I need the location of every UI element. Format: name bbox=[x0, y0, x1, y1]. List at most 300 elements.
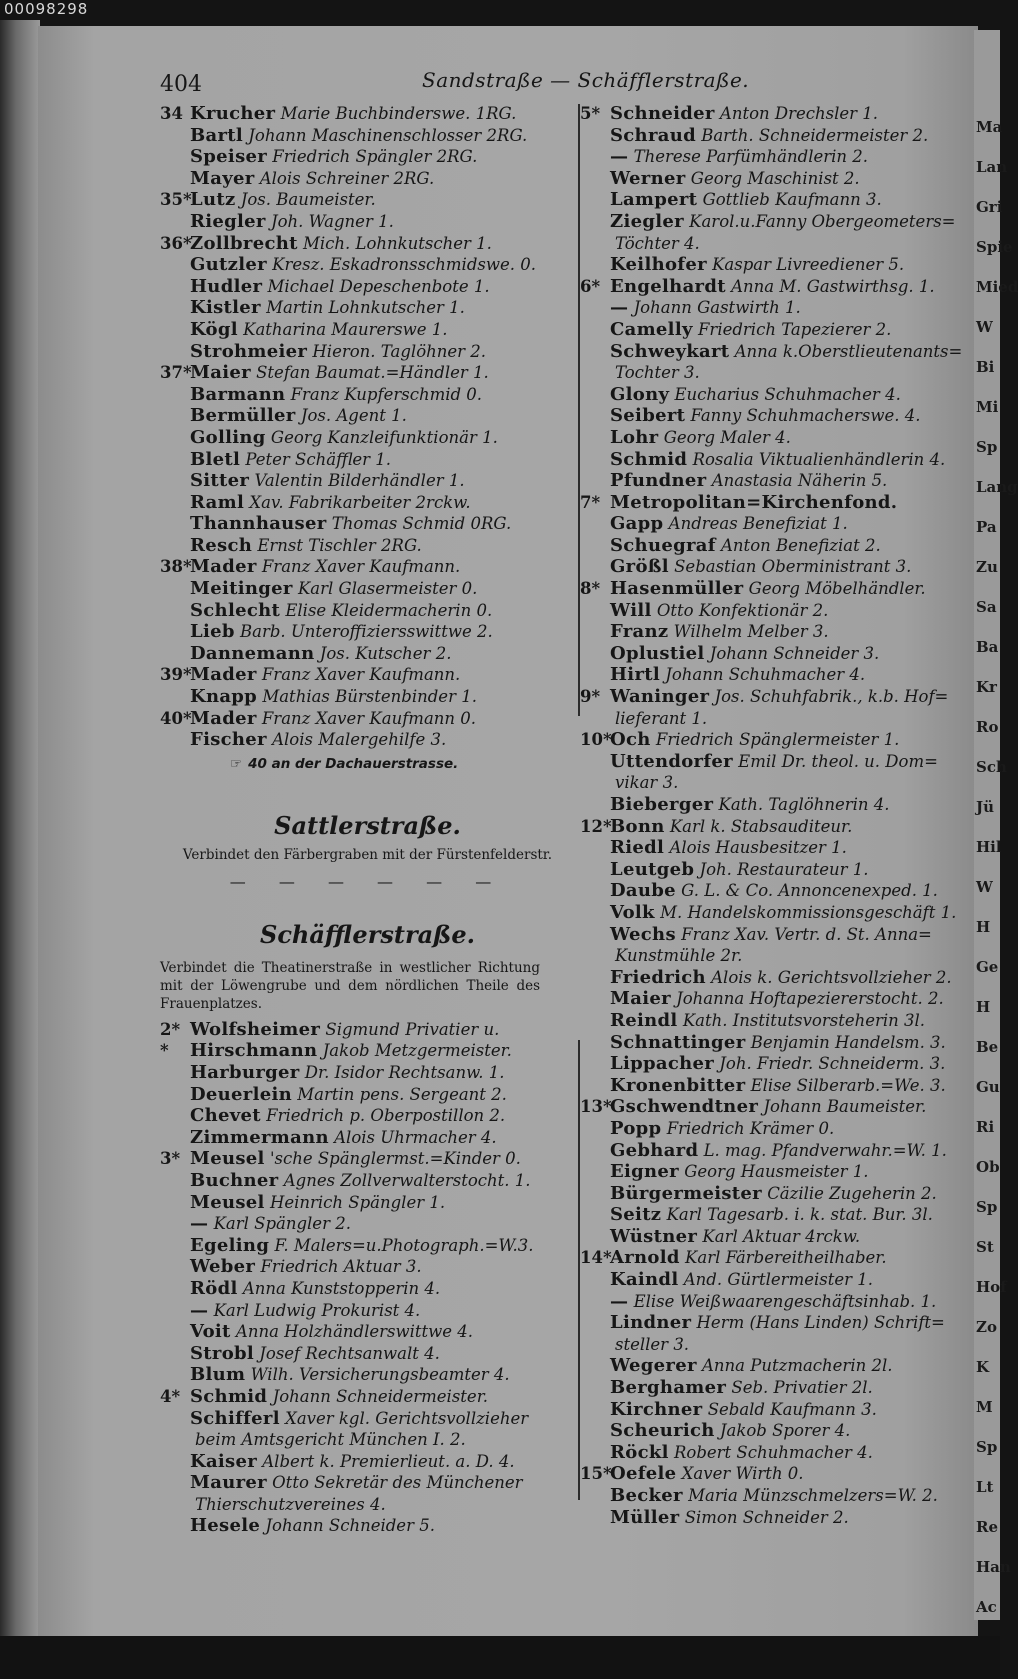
resident-details: Joh. Wagner 1. bbox=[270, 211, 394, 231]
resident-details: Xaver Wirth 0. bbox=[681, 1464, 804, 1484]
resident-details: Stefan Baumat.=Händler 1. bbox=[256, 363, 489, 383]
resident-name: Bartl bbox=[190, 124, 244, 146]
resident-details: Jos. Baumeister. bbox=[240, 190, 376, 210]
directory-entry bbox=[580, 578, 960, 600]
resident-details: Michael Depeschenbote 1. bbox=[267, 276, 490, 296]
resident-name: Raml bbox=[190, 491, 245, 513]
resident-details: Marie Buchbinderswe. 1RG. bbox=[280, 104, 517, 123]
resident-name: Meusel bbox=[190, 1191, 265, 1213]
adjacent-page-fragment: Hil bbox=[976, 838, 1002, 856]
entry-continuation: Kunstmühle 2r. bbox=[615, 946, 743, 966]
resident-name: Voit bbox=[190, 1321, 231, 1343]
resident-details: Xaver kgl. Gerichtsvollzieher bbox=[285, 1408, 529, 1428]
adjacent-page-fragment: Gu bbox=[976, 1078, 1000, 1096]
resident-details: Maria Münzschmelzers=W. 2. bbox=[688, 1486, 938, 1505]
directory-entry bbox=[160, 535, 575, 557]
resident-details: Herm (Hans Linden) Schrift= bbox=[696, 1313, 945, 1333]
directory-entry bbox=[160, 1364, 575, 1386]
resident-name: Waninger bbox=[610, 686, 710, 708]
schaefflerstrasse-list bbox=[160, 1019, 575, 1537]
directory-entry bbox=[580, 600, 960, 622]
directory-entry bbox=[160, 1040, 575, 1062]
directory-entry bbox=[160, 341, 575, 363]
directory-entry bbox=[580, 1226, 960, 1248]
directory-entry bbox=[160, 103, 575, 125]
scan-background bbox=[0, 1636, 1000, 1679]
resident-name: Speiser bbox=[190, 146, 268, 168]
house-number: 38* bbox=[160, 557, 192, 577]
resident-name: Keilhofer bbox=[610, 254, 707, 276]
resident-name: Schraud bbox=[610, 124, 696, 146]
adjacent-page-fragment: Ac bbox=[976, 1598, 997, 1616]
resident-details: Karl Glasermeister 0. bbox=[297, 579, 478, 599]
directory-entry bbox=[580, 340, 963, 363]
directory-entry bbox=[580, 859, 960, 881]
directory-entry bbox=[160, 686, 575, 708]
directory-entry bbox=[160, 708, 575, 730]
directory-entry bbox=[580, 1269, 960, 1291]
resident-details: Karl k. Stabsauditeur. bbox=[669, 816, 853, 836]
resident-details: Anna k.Oberstlieutenants= bbox=[734, 341, 963, 361]
directory-entry bbox=[160, 405, 575, 427]
resident-details: Karl Ludwig Prokurist 4. bbox=[213, 1300, 421, 1320]
resident-details: Gottlieb Kaufmann 3. bbox=[702, 190, 882, 210]
directory-entry bbox=[160, 427, 575, 449]
resident-name: Mayer bbox=[190, 167, 255, 189]
directory-entry bbox=[160, 643, 575, 665]
resident-details: Jakob Sporer 4. bbox=[719, 1421, 851, 1441]
entry-continuation: steller 3. bbox=[615, 1334, 690, 1354]
resident-name: Sitter bbox=[190, 470, 250, 492]
scan-id: 00098298 bbox=[4, 0, 89, 18]
left-column bbox=[160, 103, 575, 1537]
adjacent-page-fragment: Lang bbox=[976, 478, 1018, 496]
directory-entry bbox=[580, 470, 960, 492]
resident-details: Hieron. Taglöhner 2. bbox=[312, 341, 487, 361]
house-number: 10* bbox=[580, 730, 612, 750]
resident-details: Kresz. Eskadronsschmidswe. 0. bbox=[272, 255, 536, 275]
resident-details: Cäzilie Zugeherin 2. bbox=[767, 1183, 937, 1203]
directory-entry bbox=[160, 1429, 575, 1451]
resident-details: Sebald Kaufmann 3. bbox=[707, 1399, 877, 1419]
directory-entry bbox=[160, 600, 575, 622]
resident-name: Daube bbox=[610, 880, 676, 902]
resident-details: Johann Schneider 3. bbox=[709, 643, 880, 663]
directory-entry bbox=[580, 1118, 960, 1140]
directory-entry bbox=[580, 405, 960, 427]
directory-entry bbox=[160, 362, 575, 384]
directory-entry bbox=[580, 729, 960, 751]
resident-name: Lindner bbox=[610, 1312, 692, 1334]
adjacent-page-fragment: Zo bbox=[976, 1318, 997, 1336]
entry-continuation: beim Amtsgericht München I. 2. bbox=[195, 1430, 466, 1450]
resident-name: — bbox=[610, 146, 629, 168]
house-number: 13* bbox=[580, 1097, 612, 1117]
entry-continuation: lieferant 1. bbox=[615, 708, 708, 728]
resident-name: Riedl bbox=[610, 837, 665, 859]
adjacent-page-fragment: Lan bbox=[976, 158, 1008, 176]
resident-details: Peter Schäffler 1. bbox=[245, 449, 391, 469]
resident-details: Joh. Restaurateur 1. bbox=[699, 859, 869, 879]
resident-details: Sigmund Privatier u. bbox=[325, 1019, 500, 1039]
resident-details: Jos. Kutscher 2. bbox=[319, 643, 452, 663]
resident-details: Ernst Tischler 2RG. bbox=[257, 535, 422, 555]
adjacent-page-fragment: Mi bbox=[976, 398, 999, 416]
directory-entry bbox=[160, 729, 575, 751]
resident-name: Lippacher bbox=[610, 1053, 715, 1075]
resident-details: Johann Baumeister. bbox=[763, 1097, 927, 1117]
resident-name: Lutz bbox=[190, 189, 236, 211]
directory-entry bbox=[160, 513, 575, 535]
resident-name: Schneider bbox=[610, 103, 715, 124]
resident-details: Barb. Unteroffiziersswittwe 2. bbox=[239, 622, 493, 642]
resident-name: Volk bbox=[610, 901, 655, 923]
directory-entry bbox=[160, 254, 575, 276]
resident-details: Anastasia Näherin 5. bbox=[711, 471, 888, 491]
resident-name: Kronenbitter bbox=[610, 1074, 746, 1096]
resident-name: Größl bbox=[610, 556, 669, 578]
directory-entry bbox=[580, 621, 960, 643]
directory-entry bbox=[580, 1140, 960, 1162]
adjacent-page-fragment: Ro bbox=[976, 718, 999, 736]
directory-entry bbox=[160, 125, 575, 147]
street-note bbox=[160, 751, 575, 777]
directory-entry bbox=[160, 470, 575, 492]
resident-name: Kögl bbox=[190, 318, 238, 340]
resident-name: — bbox=[610, 1290, 629, 1312]
directory-entry bbox=[160, 556, 575, 578]
directory-entry bbox=[580, 1204, 960, 1226]
resident-name: Egeling bbox=[190, 1234, 270, 1256]
directory-entry bbox=[580, 880, 960, 902]
directory-entry bbox=[160, 1127, 575, 1149]
resident-details: Katharina Maurerswe 1. bbox=[243, 319, 448, 339]
directory-entry bbox=[580, 362, 960, 384]
resident-name: Glony bbox=[610, 383, 670, 405]
resident-details: Agnes Zollverwalterstocht. 1. bbox=[283, 1170, 531, 1190]
resident-details: Dr. Isidor Rechtsanw. 1. bbox=[304, 1063, 505, 1082]
resident-name: Maier bbox=[610, 988, 671, 1010]
resident-name: Mader bbox=[190, 664, 257, 686]
directory-entry bbox=[580, 125, 960, 147]
directory-entry bbox=[160, 233, 575, 255]
entry-continuation: Tochter 3. bbox=[615, 363, 700, 383]
resident-name: — bbox=[190, 1299, 209, 1321]
resident-name: Eigner bbox=[610, 1161, 679, 1183]
directory-entry bbox=[580, 427, 960, 449]
resident-name: Golling bbox=[190, 426, 266, 448]
directory-entry bbox=[580, 1420, 960, 1442]
entry-continuation: Thierschutzvereines 4. bbox=[195, 1494, 386, 1514]
resident-name: Gebhard bbox=[610, 1139, 699, 1161]
resident-details: Friedrich Aktuar 3. bbox=[260, 1257, 422, 1277]
resident-name: Schifferl bbox=[190, 1407, 280, 1429]
entry-continuation: Töchter 4. bbox=[615, 233, 700, 253]
directory-entry bbox=[160, 1256, 575, 1278]
book-spine bbox=[0, 20, 40, 1640]
adjacent-page-fragment: W bbox=[976, 878, 993, 896]
resident-details: Seb. Privatier 2l. bbox=[731, 1378, 873, 1398]
resident-name: Gutzler bbox=[190, 254, 267, 276]
adjacent-page-fragment: Ma bbox=[976, 118, 1003, 136]
resident-details: Martin pens. Sergeant 2. bbox=[297, 1084, 507, 1104]
directory-entry bbox=[580, 556, 960, 578]
resident-name: Deuerlein bbox=[190, 1083, 292, 1105]
adjacent-page-fragment: Re bbox=[976, 1518, 999, 1536]
directory-entry bbox=[580, 643, 960, 665]
directory-entry bbox=[160, 1408, 575, 1430]
adjacent-page-fragment: Mied bbox=[976, 278, 1018, 296]
resident-details: Benjamin Handelsm. 3. bbox=[750, 1032, 946, 1052]
directory-entry bbox=[580, 535, 960, 557]
resident-name: Kirchner bbox=[610, 1398, 703, 1420]
resident-name: Schmid bbox=[190, 1385, 268, 1407]
resident-name: Resch bbox=[190, 534, 253, 556]
resident-details: Simon Schneider 2. bbox=[684, 1507, 849, 1527]
directory-entry bbox=[580, 751, 960, 773]
directory-entry bbox=[580, 1247, 960, 1269]
directory-entry bbox=[580, 1312, 960, 1334]
directory-entry bbox=[580, 1291, 960, 1313]
resident-details: Georg Möbelhändler. bbox=[748, 579, 926, 599]
directory-entry bbox=[160, 664, 575, 686]
resident-details: Mathias Bürstenbinder 1. bbox=[262, 687, 477, 707]
resident-details: Therese Parfümhändlerin 2. bbox=[633, 147, 869, 167]
directory-entry bbox=[160, 1105, 575, 1127]
resident-name: Hirtl bbox=[610, 664, 660, 686]
directory-entry bbox=[580, 686, 960, 708]
resident-details: Johanna Hoftapeziererstocht. 2. bbox=[676, 989, 944, 1009]
resident-name: Lieb bbox=[190, 621, 235, 643]
directory-entry bbox=[160, 211, 575, 233]
resident-name: — bbox=[190, 1213, 209, 1235]
resident-details: Xav. Fabrikarbeiter 2rckw. bbox=[249, 492, 471, 512]
adjacent-page-fragment: H bbox=[976, 918, 991, 936]
adjacent-page-fragment: Sp bbox=[976, 1198, 998, 1216]
resident-name: Schweykart bbox=[610, 340, 730, 362]
resident-details: Friedrich Spängler 2RG. bbox=[272, 147, 478, 167]
directory-entry bbox=[160, 276, 575, 298]
resident-name: Friedrich bbox=[610, 966, 706, 988]
resident-name: Schuegraf bbox=[610, 534, 716, 556]
resident-details: Georg Maler 4. bbox=[663, 427, 791, 447]
house-number: 4* bbox=[160, 1386, 181, 1406]
resident-details: Georg Hausmeister 1. bbox=[684, 1162, 869, 1182]
directory-entry bbox=[160, 1386, 575, 1408]
resident-name: Engelhardt bbox=[610, 275, 726, 297]
resident-name: Zollbrecht bbox=[190, 232, 298, 254]
resident-name: Buchner bbox=[190, 1169, 279, 1191]
adjacent-page-fragment: M bbox=[976, 1398, 993, 1416]
resident-name: Mader bbox=[190, 707, 257, 729]
resident-name: Dannemann bbox=[190, 642, 315, 664]
resident-name: Wegerer bbox=[610, 1355, 697, 1377]
resident-name: Hudler bbox=[190, 275, 263, 297]
resident-details: Anna M. Gastwirthsg. 1. bbox=[731, 276, 935, 296]
resident-details: 'sche Spänglermst.=Kinder 0. bbox=[269, 1149, 521, 1169]
resident-name: Bonn bbox=[610, 815, 665, 837]
directory-entry bbox=[160, 1170, 575, 1192]
resident-name: Schlecht bbox=[190, 599, 281, 621]
directory-entry bbox=[160, 1235, 575, 1257]
section-description: Verbindet den Färbergraben mit der Fürstenfelderstr. bbox=[182, 846, 553, 863]
resident-name: — bbox=[610, 297, 629, 319]
directory-entry bbox=[160, 1062, 575, 1084]
resident-details: Rosalia Viktualienhändlerin 4. bbox=[692, 449, 946, 469]
section-separator: — — — — — — bbox=[229, 871, 506, 891]
resident-name: Schnattinger bbox=[610, 1031, 746, 1053]
resident-details: Franz Xaver Kaufmann. bbox=[261, 665, 461, 685]
resident-details: Andreas Benefiziat 1. bbox=[668, 514, 848, 534]
directory-entry bbox=[580, 492, 960, 514]
adjacent-page-fragment: Sch bbox=[976, 758, 1007, 776]
resident-name: Becker bbox=[610, 1485, 683, 1506]
resident-details: Anton Benefiziat 2. bbox=[721, 535, 881, 555]
resident-details: Kath. Institutsvorsteherin 3l. bbox=[682, 1010, 926, 1030]
resident-name: Barmann bbox=[190, 383, 286, 405]
resident-details: L. mag. Pfandverwahr.=W. 1. bbox=[703, 1140, 947, 1160]
directory-entry bbox=[580, 254, 960, 276]
resident-details: Valentin Bilderhändler 1. bbox=[254, 471, 465, 491]
resident-details: Emil Dr. theol. u. Dom= bbox=[738, 751, 938, 771]
resident-details: M. Handelskommissionsgeschäft 1. bbox=[660, 902, 957, 922]
directory-entry bbox=[580, 189, 960, 211]
directory-entry bbox=[160, 1192, 575, 1214]
directory-entry bbox=[160, 1278, 575, 1300]
directory-entry bbox=[580, 297, 960, 319]
resident-details: Friedrich Krämer 0. bbox=[666, 1118, 835, 1138]
directory-entry bbox=[160, 1084, 575, 1106]
resident-details: Kaspar Livreediener 5. bbox=[712, 255, 905, 275]
sandstrasse-list bbox=[160, 103, 575, 751]
resident-name: Meusel bbox=[190, 1148, 265, 1170]
house-number: 9* bbox=[580, 687, 601, 707]
resident-name: Camelly bbox=[610, 318, 693, 340]
adjacent-page-fragment: Spie bbox=[976, 238, 1013, 256]
directory-entry bbox=[160, 621, 575, 643]
resident-name: Franz bbox=[610, 621, 669, 643]
directory-entry bbox=[580, 103, 960, 125]
resident-name: Strobl bbox=[190, 1342, 255, 1364]
resident-details: Fanny Schuhmacherswe. 4. bbox=[690, 406, 921, 426]
directory-entry bbox=[580, 1075, 960, 1097]
house-number: 2* bbox=[160, 1019, 181, 1039]
directory-entry bbox=[160, 1019, 575, 1041]
directory-entry bbox=[580, 1377, 960, 1399]
resident-details: Karl Aktuar 4rckw. bbox=[702, 1226, 861, 1246]
resident-name: Riegler bbox=[190, 210, 266, 232]
resident-name: Werner bbox=[610, 167, 686, 189]
resident-details: Mich. Lohnkutscher 1. bbox=[302, 233, 492, 253]
resident-details: Friedrich Spänglermeister 1. bbox=[655, 730, 900, 750]
page-number: 404 bbox=[160, 72, 202, 97]
resident-name: Wüstner bbox=[610, 1225, 698, 1247]
resident-name: Thannhauser bbox=[190, 513, 327, 535]
resident-name: Uttendorfer bbox=[610, 750, 733, 772]
resident-details: Anna Kunststopperin 4. bbox=[242, 1278, 441, 1298]
adjacent-page-fragment: Sp bbox=[976, 1438, 998, 1456]
resident-name: Hirschmann bbox=[190, 1040, 318, 1062]
section-description: Verbindet die Theatinerstraße in westlicher Richtung mit der Löwengrube und dem nördlichen Theile des Frauenplatzes. bbox=[160, 959, 540, 1012]
directory-entry bbox=[160, 449, 575, 471]
resident-name: Oplustiel bbox=[610, 642, 705, 664]
directory-entry bbox=[580, 1442, 960, 1464]
resident-name: Zimmermann bbox=[190, 1126, 329, 1148]
house-number: 7* bbox=[580, 492, 601, 512]
resident-details: Eucharius Schuhmacher 4. bbox=[674, 384, 901, 404]
resident-name: Schmid bbox=[610, 448, 688, 470]
resident-name: Leutgeb bbox=[610, 858, 695, 880]
resident-details: Karl Färbereitheilhaber. bbox=[685, 1248, 887, 1268]
resident-details: Jos. Schuhfabrik., k.b. Hof= bbox=[714, 687, 949, 707]
directory-entry bbox=[580, 1399, 960, 1421]
resident-details: Alois Uhrmacher 4. bbox=[334, 1127, 497, 1147]
adjacent-page-fragment: Ri bbox=[976, 1118, 995, 1136]
resident-name: Will bbox=[610, 599, 652, 621]
directory-entry bbox=[160, 146, 575, 168]
resident-details: Anton Drechsler 1. bbox=[719, 104, 879, 123]
adjacent-page-fragment: Gri bbox=[976, 198, 1003, 216]
resident-name: Maier bbox=[190, 362, 251, 384]
resident-details: Elise Kleidermacherin 0. bbox=[285, 600, 493, 620]
resident-name: Hasenmüller bbox=[610, 578, 744, 600]
resident-details: Johann Schneidermeister. bbox=[272, 1386, 489, 1406]
resident-details: Anna Putzmacherin 2l. bbox=[702, 1356, 893, 1376]
resident-name: Mader bbox=[190, 556, 257, 578]
directory-entry bbox=[160, 492, 575, 514]
directory-entry bbox=[580, 276, 960, 298]
directory-entry bbox=[580, 772, 960, 794]
resident-details: Otto Konfektionär 2. bbox=[656, 600, 829, 620]
directory-entry bbox=[580, 794, 960, 816]
directory-entry bbox=[580, 449, 960, 471]
resident-name: Ziegler bbox=[610, 210, 684, 232]
adjacent-page-fragment: Sa bbox=[976, 598, 997, 616]
resident-details: Alois Schreiner 2RG. bbox=[259, 168, 435, 188]
resident-name: Bermüller bbox=[190, 405, 296, 427]
directory-entry bbox=[580, 1334, 960, 1356]
resident-name: Kistler bbox=[190, 297, 261, 319]
resident-name: Pfundner bbox=[610, 470, 707, 492]
adjacent-page-fragment: Jü bbox=[976, 798, 995, 816]
adjacent-page-fragment: Ba bbox=[976, 638, 999, 656]
resident-details: Thomas Schmid 0RG. bbox=[331, 514, 512, 534]
resident-name: Müller bbox=[610, 1506, 680, 1528]
schaefflerstrasse-list-continued bbox=[580, 103, 963, 1528]
resident-details: Franz Xaver Kaufmann. bbox=[261, 557, 461, 577]
resident-details: Josef Rechtsanwalt 4. bbox=[259, 1343, 440, 1363]
resident-name: Maurer bbox=[190, 1472, 267, 1494]
directory-entry bbox=[580, 664, 960, 686]
resident-details: Karol.u.Fanny Obergeometers= bbox=[689, 211, 956, 231]
resident-details: Johann Schuhmacher 4. bbox=[665, 665, 866, 685]
resident-name: Strohmeier bbox=[190, 340, 308, 362]
resident-details: Alois Hausbesitzer 1. bbox=[669, 838, 847, 858]
note-text: 40 an der Dachauerstrasse. bbox=[248, 755, 459, 772]
directory-entry bbox=[160, 297, 575, 319]
resident-details: Franz Xav. Vertr. d. St. Anna= bbox=[681, 924, 932, 944]
resident-name: Gapp bbox=[610, 513, 664, 535]
directory-entry bbox=[160, 168, 575, 190]
resident-name: Popp bbox=[610, 1117, 662, 1139]
directory-entry bbox=[160, 1300, 575, 1322]
resident-details: Heinrich Spängler 1. bbox=[269, 1192, 446, 1212]
resident-details: Jakob Metzgermeister. bbox=[322, 1041, 512, 1061]
resident-details: Franz Xaver Kaufmann 0. bbox=[261, 708, 477, 728]
resident-name: Blum bbox=[190, 1364, 246, 1386]
resident-name: Berghamer bbox=[610, 1377, 727, 1399]
adjacent-page-fragment: Pa bbox=[976, 518, 997, 536]
